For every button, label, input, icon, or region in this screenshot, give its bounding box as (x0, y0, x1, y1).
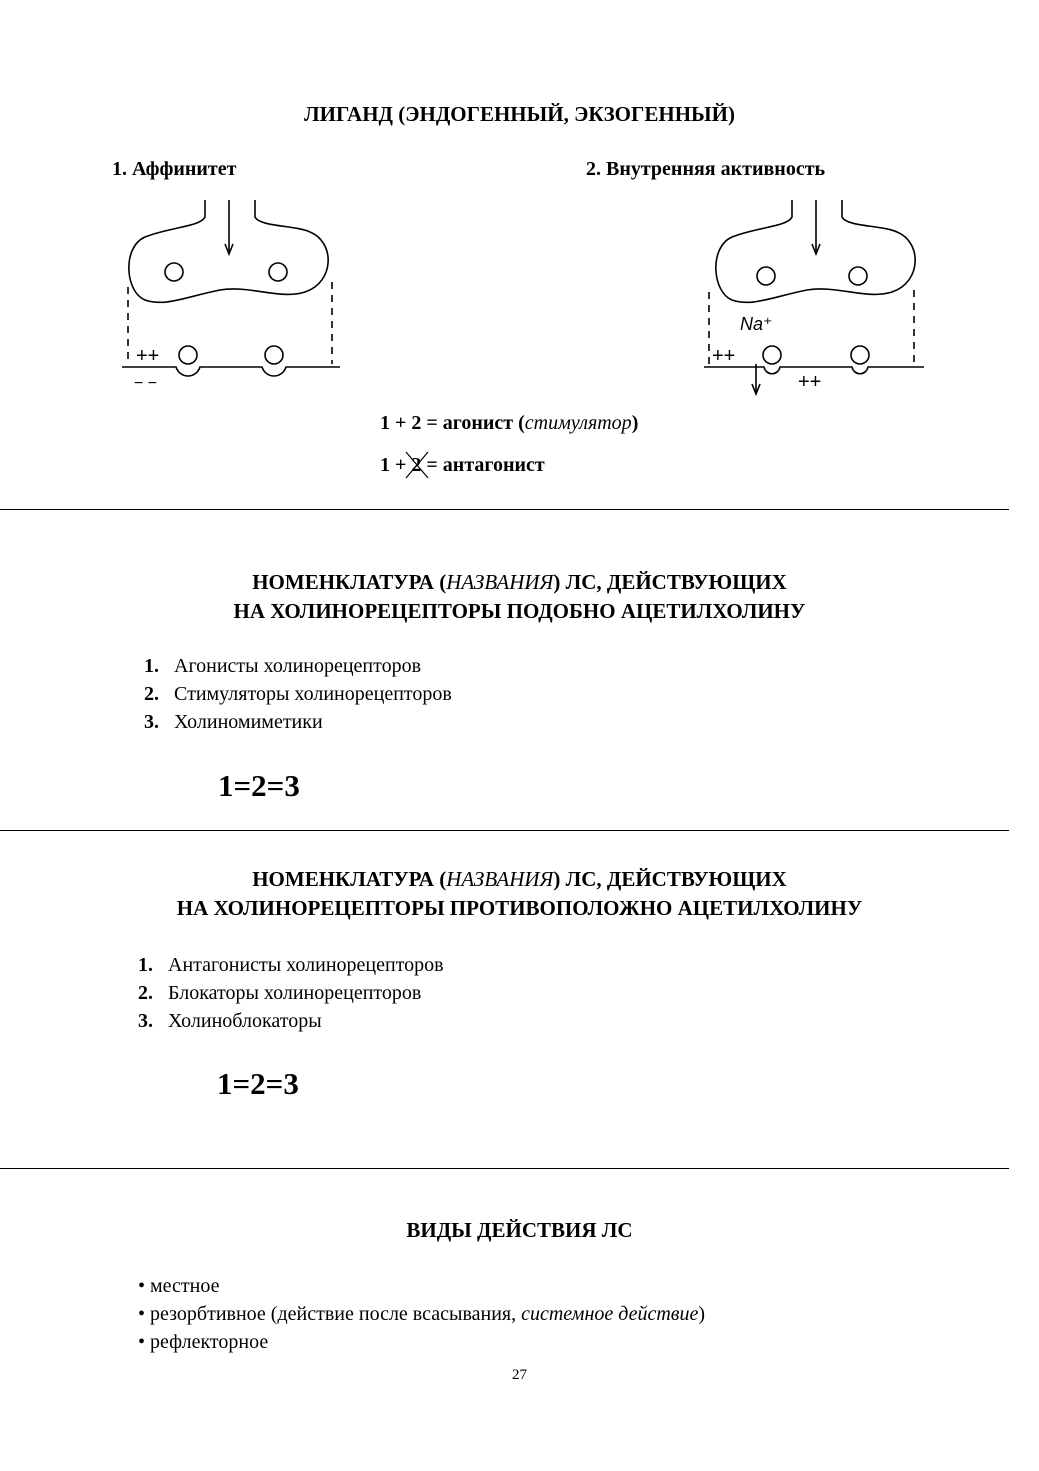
section3-equation: 1=2=3 (217, 1066, 299, 1101)
left-charges-top: ++ (136, 345, 160, 367)
divider (0, 509, 1009, 510)
list-item: 3. Холиноблокаторы (138, 1010, 322, 1032)
right-charges-bottom: ++ (798, 371, 822, 393)
section1-title: ЛИГАНД (ЭНДОГЕННЫЙ, ЭКЗОГЕННЫЙ) (304, 102, 735, 126)
intrinsic-activity-label: 2. Внутренняя активность (586, 158, 826, 180)
section4-title: ВИДЫ ДЕЙСТВИЯ ЛС (406, 1218, 633, 1242)
list-item: 1. Агонисты холинорецепторов (144, 655, 422, 677)
crossed-out-two: 2 (411, 454, 421, 477)
section2-title-line1: НОМЕНКЛАТУРА (НАЗВАНИЯ) ЛС, ДЕЙСТВУЮЩИХ (252, 570, 787, 594)
list-item: 1. Антагонисты холинорецепторов (138, 954, 444, 976)
left-charges-bottom: − − (134, 375, 158, 392)
page-number: 27 (512, 1367, 527, 1383)
list-item: • местное (138, 1275, 220, 1297)
agonist-names-list (144, 652, 452, 736)
affinity-label: 1. Аффинитет (112, 158, 237, 180)
sodium-ion-label: Na⁺ (740, 314, 773, 334)
divider (0, 1168, 1009, 1169)
list-item: 2. Стимуляторы холинорецепторов (144, 683, 452, 705)
list-item: 2. Блокаторы холинорецепторов (138, 982, 422, 1004)
list-item: 3. Холиномиметики (144, 711, 323, 733)
agonist-formula: 1 + 2 = агонист (стимулятор) (380, 412, 639, 434)
affinity-diagram (110, 192, 350, 402)
right-charges-top: ++ (712, 345, 736, 367)
divider (0, 830, 1009, 831)
section2-title-line2: НА ХОЛИНОРЕЦЕПТОРЫ ПОДОБНО АЦЕТИЛХОЛИНУ (233, 599, 806, 623)
list-item: • резорбтивное (действие после всасывания, системное действие) (138, 1303, 706, 1325)
antagonist-formula: 1 + 2 = антагонист (380, 454, 545, 476)
antagonist-names-list (138, 951, 444, 1035)
intrinsic-activity-diagram (694, 192, 934, 402)
section3-title-line2: НА ХОЛИНОРЕЦЕПТОРЫ ПРОТИВОПОЛОЖНО АЦЕТИЛХОЛИНУ (176, 896, 863, 920)
list-item: • рефлекторное (138, 1331, 269, 1353)
section2-equation: 1=2=3 (218, 768, 300, 803)
action-types-list (138, 1272, 705, 1356)
section3-title-line1: НОМЕНКЛАТУРА (НАЗВАНИЯ) ЛС, ДЕЙСТВУЮЩИХ (252, 867, 787, 891)
